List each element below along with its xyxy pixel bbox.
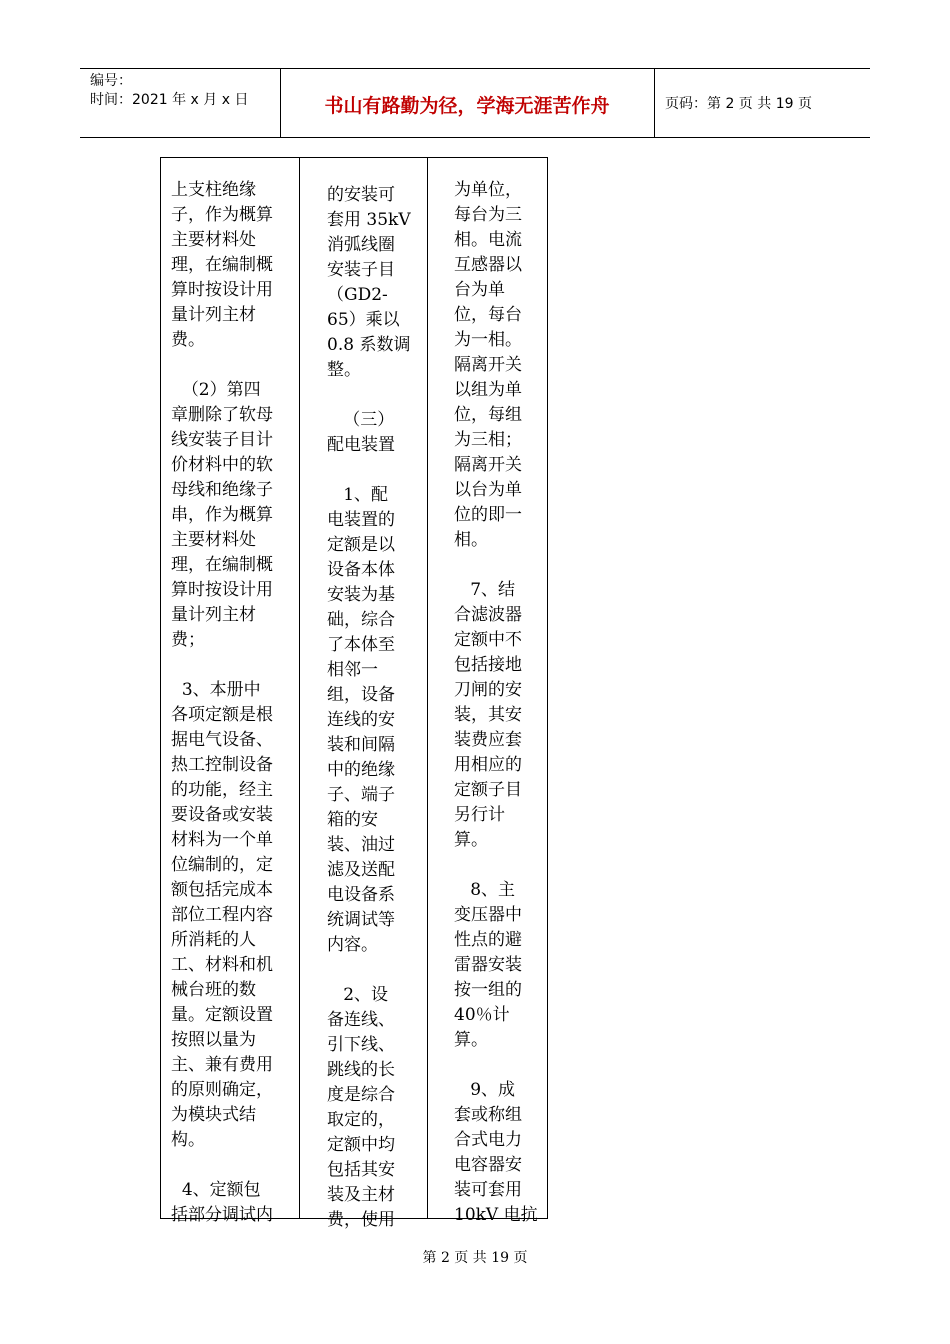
text-line: 隔离开关	[454, 355, 522, 375]
text-line: 相。电流	[454, 230, 522, 250]
text-line: 的功能，经主	[171, 780, 273, 800]
text-line	[454, 1053, 540, 1078]
text-line	[454, 553, 540, 578]
text-line: 整。	[327, 360, 361, 380]
text-line: 装及主材	[327, 1185, 395, 1205]
text-line: 主、兼有费用	[171, 1055, 273, 1075]
text-line: 安装子目	[327, 260, 395, 280]
text-line: 各项定额是根	[171, 705, 273, 725]
text-line: 3、本册中	[171, 680, 261, 700]
text-line: 套用 35kV	[327, 210, 411, 230]
text-line: （GD2-	[327, 285, 388, 305]
text-line: 的安装可	[327, 185, 395, 205]
text-line: 备连线、	[327, 1010, 395, 1030]
text-line: 算。	[454, 1030, 488, 1050]
header-bar	[80, 68, 870, 138]
text-line: 性点的避	[454, 930, 522, 950]
text-line: 章删除了软母	[171, 405, 273, 425]
text-line: 合式电力	[454, 1130, 522, 1150]
text-line: 量。定额设置	[171, 1005, 273, 1025]
text-line: 为单位，	[454, 180, 522, 200]
text-line: 按照以量为	[171, 1030, 256, 1050]
header-meta	[90, 72, 248, 110]
text-line: 雷器安装	[454, 955, 522, 975]
text-line: 要设备或安装	[171, 805, 273, 825]
text-line: 跳线的长	[327, 1060, 395, 1080]
text-line: 按一组的	[454, 980, 522, 1000]
table-cell-column-1	[171, 178, 289, 1228]
text-line: 部位工程内容	[171, 905, 273, 925]
text-line: 取定的，	[327, 1110, 395, 1130]
text-line: 定额子目	[454, 780, 522, 800]
text-line: 另行计	[454, 805, 505, 825]
text-line	[327, 458, 419, 483]
text-line: （2）第四	[171, 380, 261, 400]
text-line: 材料为一个单	[171, 830, 273, 850]
text-line: 互感器以	[454, 255, 522, 275]
text-line: 额包括完成本	[171, 880, 273, 900]
text-line: 了本体至	[327, 635, 395, 655]
text-line: 连线的安	[327, 710, 395, 730]
text-line: 65）乘以	[327, 310, 400, 330]
text-line	[327, 383, 419, 408]
text-line: 主要材料处	[171, 530, 256, 550]
text-line	[327, 958, 419, 983]
table-cell-column-2	[327, 183, 419, 1233]
text-line: 括部分调试内	[171, 1205, 273, 1225]
text-line: 内容。	[327, 935, 378, 955]
text-line: 套或称组	[454, 1105, 522, 1125]
text-line: 所消耗的人	[171, 930, 256, 950]
table-cell-column-3	[454, 178, 540, 1228]
text-line: 滤及送配	[327, 860, 395, 880]
text-line	[171, 653, 289, 678]
text-line: 0.8 系数调	[327, 335, 411, 355]
text-line: 装费应套	[454, 730, 522, 750]
text-line: 费，使用	[327, 1210, 395, 1230]
text-line: 工、材料和机	[171, 955, 273, 975]
text-line: 每台为三	[454, 205, 522, 225]
text-line: 4、定额包	[171, 1180, 261, 1200]
text-line: 线安装子目计	[171, 430, 273, 450]
text-line: 相。	[454, 530, 488, 550]
text-line: 串，作为概算	[171, 505, 273, 525]
text-line: 隔离开关	[454, 455, 522, 475]
text-line	[171, 1153, 289, 1178]
text-line: （三）	[327, 410, 395, 430]
text-line: 8、主	[454, 880, 516, 900]
text-line: 费。	[171, 330, 205, 350]
text-line: 电设备系	[327, 885, 395, 905]
text-line: 据电气设备、	[171, 730, 273, 750]
text-line: 的原则确定，	[171, 1080, 273, 1100]
text-line: 2、设	[327, 985, 389, 1005]
text-line: 7、结	[454, 580, 516, 600]
text-line: 为一相。	[454, 330, 522, 350]
text-line: 构。	[171, 1130, 205, 1150]
text-line: 引下线、	[327, 1035, 395, 1055]
text-line: 位，每台	[454, 305, 522, 325]
column-divider	[427, 158, 428, 1218]
text-line: 度是综合	[327, 1085, 395, 1105]
text-line: 上支柱绝缘	[171, 180, 256, 200]
text-line: 算时按设计用	[171, 280, 273, 300]
text-line: 热工控制设备	[171, 755, 273, 775]
text-line: 包括其安	[327, 1160, 395, 1180]
text-line: 算。	[454, 830, 488, 850]
text-line: 装可套用	[454, 1180, 522, 1200]
text-line: 10kV 电抗	[454, 1205, 538, 1225]
text-line: 统调试等	[327, 910, 395, 930]
text-line: 电装置的	[327, 510, 395, 530]
text-line: 包括接地	[454, 655, 522, 675]
document-number-label: 编号：	[90, 73, 132, 89]
text-line: 中的绝缘	[327, 760, 395, 780]
text-line: 母线和绝缘子	[171, 480, 273, 500]
text-line: 为模块式结	[171, 1105, 256, 1125]
text-line: 以组为单	[454, 380, 522, 400]
text-line: 位，每组	[454, 405, 522, 425]
text-line: 础，综合	[327, 610, 395, 630]
text-line: 装，其安	[454, 705, 522, 725]
text-line: 子，作为概算	[171, 205, 273, 225]
text-line: 定额中均	[327, 1135, 395, 1155]
text-line: 用相应的	[454, 755, 522, 775]
text-line	[171, 353, 289, 378]
page-footer: 第 2 页 共 19 页	[422, 1250, 528, 1266]
content-table	[160, 157, 548, 1230]
document-date: 时间：2021 年 x 月 x 日	[90, 92, 249, 108]
text-line: 位的即一	[454, 505, 522, 525]
text-line: 量计列主材	[171, 605, 256, 625]
text-line: 理，在编制概	[171, 555, 273, 575]
text-line: 装和间隔	[327, 735, 395, 755]
text-line: 定额中不	[454, 630, 522, 650]
header-motto: 书山有路勤为径，学海无涯苦作舟	[324, 95, 610, 117]
text-line: 40％计	[454, 1005, 510, 1025]
header-divider	[654, 69, 655, 137]
column-divider	[299, 158, 300, 1218]
text-line: 械台班的数	[171, 980, 256, 1000]
text-line: 台为单	[454, 280, 505, 300]
text-line: 消弧线圈	[327, 235, 395, 255]
text-line: 电容器安	[454, 1155, 522, 1175]
text-line: 箱的安	[327, 810, 378, 830]
text-line	[454, 853, 540, 878]
text-line: 理，在编制概	[171, 255, 273, 275]
text-line: 9、成	[454, 1080, 516, 1100]
text-line: 配电装置	[327, 435, 395, 455]
text-line: 设备本体	[327, 560, 395, 580]
text-line: 组，设备	[327, 685, 395, 705]
text-line: 为三相；	[454, 430, 522, 450]
text-line: 装、油过	[327, 835, 395, 855]
text-line: 1、配	[327, 485, 389, 505]
text-line: 价材料中的软	[171, 455, 273, 475]
text-line: 量计列主材	[171, 305, 256, 325]
text-line: 合滤波器	[454, 605, 522, 625]
text-line: 变压器中	[454, 905, 522, 925]
header-page-info: 页码：第 2 页 共 19 页	[665, 96, 812, 112]
text-line: 定额是以	[327, 535, 395, 555]
text-line: 相邻一	[327, 660, 378, 680]
text-line: 主要材料处	[171, 230, 256, 250]
text-line: 位编制的，定	[171, 855, 273, 875]
text-line: 以台为单	[454, 480, 522, 500]
text-line: 费；	[171, 630, 205, 650]
text-line: 子、端子	[327, 785, 395, 805]
text-line: 安装为基	[327, 585, 395, 605]
text-line: 算时按设计用	[171, 580, 273, 600]
text-line: 刀闸的安	[454, 680, 522, 700]
